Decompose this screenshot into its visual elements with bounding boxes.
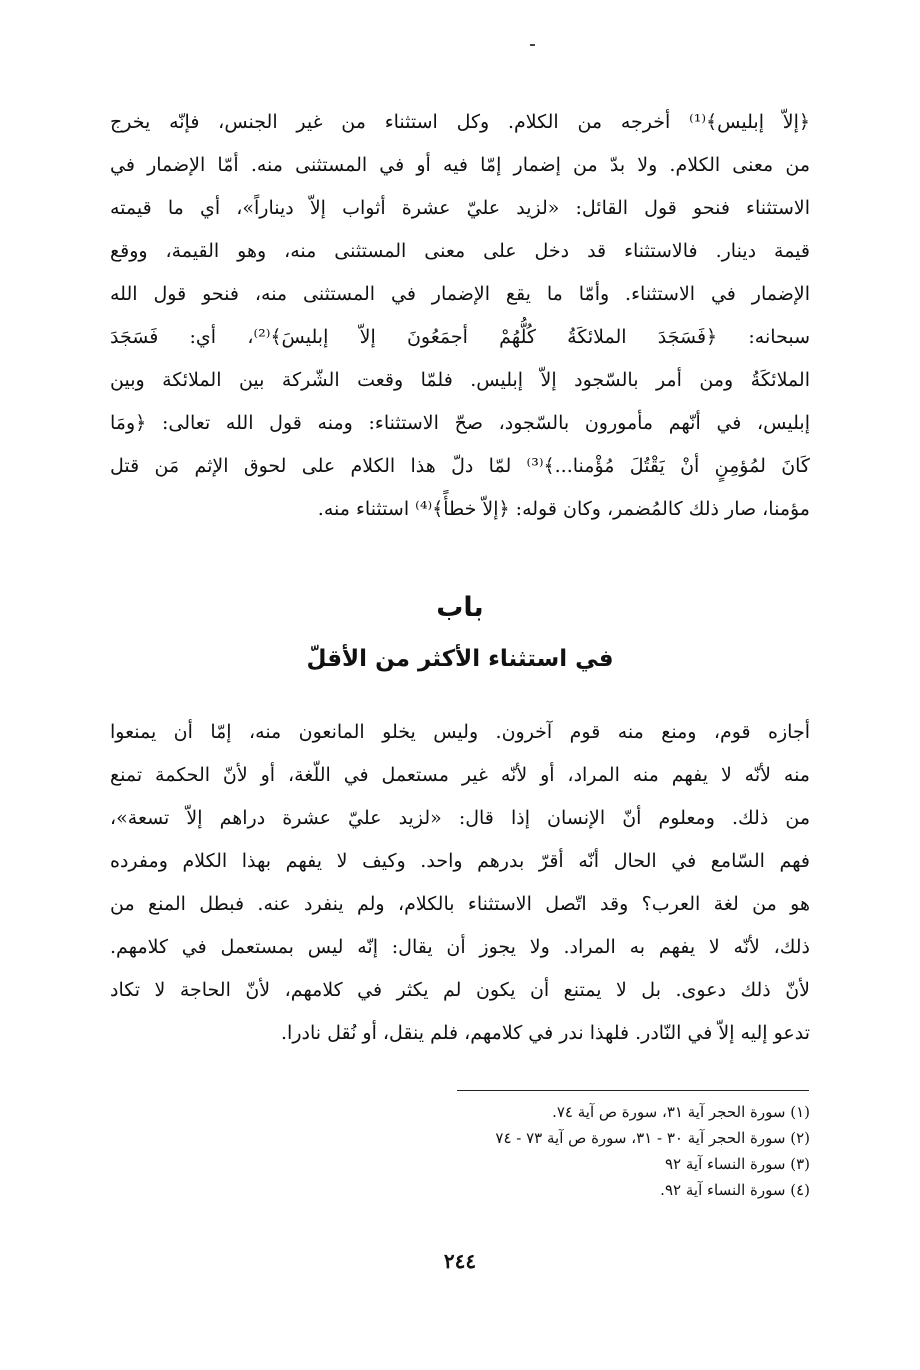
text-line: من ذلك. ومعلوم أنّ الإنسان إذا قال: «لزيد عليّ عشرة دراهم إلاّ تسعة»، — [110, 807, 810, 829]
chapter-subtitle: في استثناء الأكثر من الأقلّ — [306, 646, 614, 672]
text-line: الاستثناء فنحو قول القائل: «لزيد عليّ عشرة أثواب إلاّ ديناراً»، أي ما قيمته — [110, 197, 810, 219]
text-line: الملائكَةُ ومن أمر بالسّجود إلاّ إبليس. فلمّا وقعت الشّركة بين الملائكة وبين — [110, 369, 810, 391]
text-line: لأنّ ذلك دعوى. بل لا يمتنع أن يكون لم يكثر في كلامهم، لأنّ الحاجة لا تكاد — [110, 979, 810, 1001]
text-line: كَانَ لمُؤمِنٍ أنْ يَقْتُلَ مُؤْمنا...﴾⁽³⁾ لمّا دلّ هذا الكلام على لحوق الإثم مَن قتل — [110, 455, 810, 477]
text-line: من معنى الكلام. ولا بدّ من إضمار إمّا فيه أو في المستثنى منه. أمّا الإضمار في — [110, 154, 810, 176]
text-line: منه لأنّه لا يفهم منه المراد، أو لأنّه غير مستعمل في اللّغة، أو لأنّ الحكمة تمنع — [110, 764, 810, 786]
text-line: ذلك، لأنّه لا يفهم به المراد. ولا يجوز أن يقال: إنّه ليس بمستعمل في كلامهم. — [110, 936, 810, 958]
text-line: مؤمنا، صار ذلك كالمُضمر، وكان قوله: ﴿إلاّ خطأً﴾⁽⁴⁾ استثناء منه. — [317, 498, 810, 520]
page-number: ٢٤٤ — [443, 1249, 477, 1273]
text-line: ﴿إلاّ إبليس﴾⁽¹⁾ أخرجه من الكلام. وكل استثناء من غير الجنس، فإنّه يخرج — [110, 111, 810, 133]
chapter-heading — [110, 586, 810, 680]
top-mark — [530, 44, 535, 46]
text-line: فهم السّامع في الحال أنّه أقرّ بدرهم واحد. وكيف لا يفهم بهذا الكلام ومفرده — [110, 850, 810, 872]
paragraph-2 — [110, 711, 810, 1055]
text-line: أجازه قوم، ومنع منه قوم آخرون. وليس يخلو المانعون منه، إمّا أن يمنعوا — [110, 721, 810, 743]
text-line: تدعو إليه إلاّ في النّادر. فلهذا ندر في كلامهم، فلم ينقل، أو نُقل نادرا. — [281, 1022, 810, 1044]
footnote-1: (١) سورة الحجر آية ٣١، سورة ص آية ٧٤. — [552, 1103, 810, 1121]
footnote-3: (٣) سورة النساء آية ٩٢ — [664, 1155, 810, 1173]
paragraph-1 — [110, 101, 810, 531]
text-line: سبحانه: ﴿فَسَجَدَ الملائكَةُ كُلُّهُمْ أجمَعُونَ إلاّ إبليسَ﴾⁽²⁾، أي: فَسَجَدَ — [110, 326, 810, 348]
text-line: الإضمار في الاستثناء. وأمّا ما يقع الإضمار في المستثنى منه، فنحو قول الله — [110, 283, 810, 305]
text-line: قيمة دينار. فالاستثناء قد دخل على معنى المستثنى منه، وهو القيمة، ووقع — [110, 240, 810, 262]
text-line: إبليس، في أنّهم مأمورون بالسّجود، صحّ الاستثناء: ومنه قول الله تعالى: ﴿ومَا — [110, 412, 810, 434]
text-line: هو من لغة العرب؟ وقد اتّصل الاستثناء بالكلام، ولم ينفرد عنه. فبطل المنع من — [110, 893, 810, 915]
footnote-4: (٤) سورة النساء آية ٩٢. — [660, 1181, 810, 1199]
chapter-title: باب — [436, 592, 484, 623]
footnote-2: (٢) سورة الحجر آية ٣٠ - ٣١، سورة ص آية ٧٣ - ٧٤ — [495, 1129, 810, 1147]
footnote-divider — [457, 1090, 809, 1091]
footnotes — [110, 1099, 810, 1203]
